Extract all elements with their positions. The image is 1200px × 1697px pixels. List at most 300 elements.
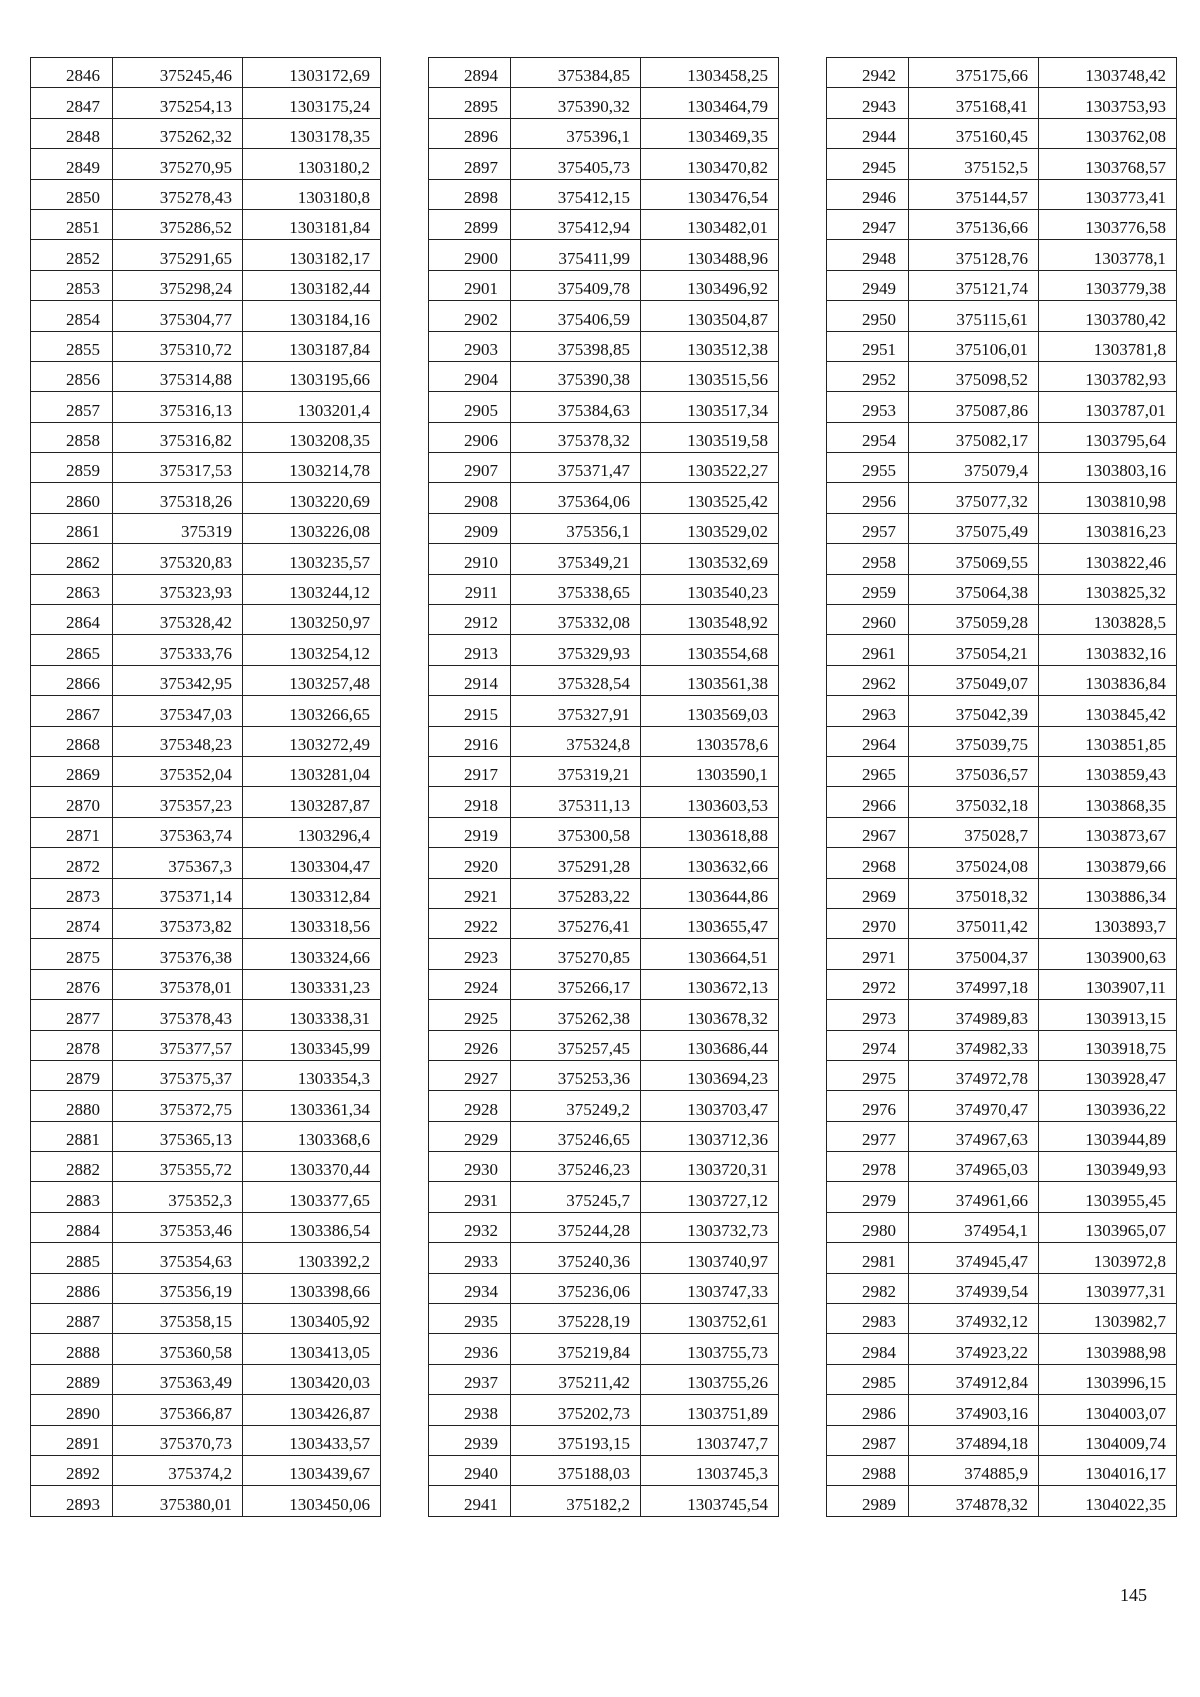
x-coordinate-cell: 375310,72	[113, 331, 243, 361]
x-coordinate-cell: 375069,55	[909, 544, 1039, 574]
x-coordinate-cell: 375390,32	[511, 88, 641, 118]
point-number-cell: 2846	[31, 58, 113, 88]
table-row	[31, 817, 381, 847]
point-number-cell: 2886	[31, 1273, 113, 1303]
table-row	[31, 179, 381, 209]
point-number-cell: 2922	[429, 908, 511, 938]
y-coordinate-cell: 1303312,84	[243, 878, 381, 908]
x-coordinate-cell: 375349,21	[511, 544, 641, 574]
table-row	[31, 453, 381, 483]
point-number-cell: 2932	[429, 1212, 511, 1242]
table-row	[31, 422, 381, 452]
table-row	[429, 605, 779, 635]
x-coordinate-cell: 374923,22	[909, 1334, 1039, 1364]
x-coordinate-cell: 375121,74	[909, 270, 1039, 300]
y-coordinate-cell: 1303776,58	[1039, 209, 1177, 239]
point-number-cell: 2888	[31, 1334, 113, 1364]
y-coordinate-cell: 1303175,24	[243, 88, 381, 118]
y-coordinate-cell: 1303254,12	[243, 635, 381, 665]
x-coordinate-cell: 375188,03	[511, 1455, 641, 1485]
y-coordinate-cell: 1303377,65	[243, 1182, 381, 1212]
x-coordinate-cell: 375398,85	[511, 331, 641, 361]
x-coordinate-cell: 375219,84	[511, 1334, 641, 1364]
table-row	[429, 1121, 779, 1151]
y-coordinate-cell: 1303851,85	[1039, 726, 1177, 756]
coordinates-table-1	[30, 57, 381, 1517]
y-coordinate-cell: 1303181,84	[243, 209, 381, 239]
point-number-cell: 2954	[827, 422, 909, 452]
y-coordinate-cell: 1303740,97	[641, 1243, 779, 1273]
y-coordinate-cell: 1303184,16	[243, 301, 381, 331]
y-coordinate-cell: 1303392,2	[243, 1243, 381, 1273]
x-coordinate-cell: 375304,77	[113, 301, 243, 331]
x-coordinate-cell: 375412,94	[511, 209, 641, 239]
y-coordinate-cell: 1303590,1	[641, 756, 779, 786]
table-row	[429, 301, 779, 331]
y-coordinate-cell: 1303304,47	[243, 848, 381, 878]
point-number-cell: 2909	[429, 513, 511, 543]
x-coordinate-cell: 375246,65	[511, 1121, 641, 1151]
point-number-cell: 2864	[31, 605, 113, 635]
x-coordinate-cell: 375283,22	[511, 878, 641, 908]
table-row	[429, 118, 779, 148]
table-row	[31, 1364, 381, 1394]
y-coordinate-cell: 1303832,16	[1039, 635, 1177, 665]
table-row	[429, 1000, 779, 1030]
table-row	[429, 787, 779, 817]
y-coordinate-cell: 1303345,99	[243, 1030, 381, 1060]
point-number-cell: 2960	[827, 605, 909, 635]
y-coordinate-cell: 1303868,35	[1039, 787, 1177, 817]
x-coordinate-cell: 375286,52	[113, 209, 243, 239]
x-coordinate-cell: 375032,18	[909, 787, 1039, 817]
y-coordinate-cell: 1303732,73	[641, 1212, 779, 1242]
table-row	[827, 58, 1177, 88]
y-coordinate-cell: 1303782,93	[1039, 361, 1177, 391]
y-coordinate-cell: 1304009,74	[1039, 1425, 1177, 1455]
y-coordinate-cell: 1303178,35	[243, 118, 381, 148]
table-row	[31, 1304, 381, 1334]
point-number-cell: 2880	[31, 1091, 113, 1121]
point-number-cell: 2855	[31, 331, 113, 361]
point-number-cell: 2902	[429, 301, 511, 331]
y-coordinate-cell: 1303982,7	[1039, 1304, 1177, 1334]
y-coordinate-cell: 1303836,84	[1039, 665, 1177, 695]
table-row	[31, 1334, 381, 1364]
table-row	[429, 331, 779, 361]
table-row	[31, 1091, 381, 1121]
table-row	[429, 817, 779, 847]
point-number-cell: 2900	[429, 240, 511, 270]
point-number-cell: 2849	[31, 149, 113, 179]
table-row	[31, 969, 381, 999]
point-number-cell: 2895	[429, 88, 511, 118]
x-coordinate-cell: 375298,24	[113, 270, 243, 300]
y-coordinate-cell: 1303413,05	[243, 1334, 381, 1364]
y-coordinate-cell: 1303398,66	[243, 1273, 381, 1303]
point-number-cell: 2964	[827, 726, 909, 756]
y-coordinate-cell: 1303182,44	[243, 270, 381, 300]
y-coordinate-cell: 1303476,54	[641, 179, 779, 209]
point-number-cell: 2910	[429, 544, 511, 574]
table-row	[31, 483, 381, 513]
point-number-cell: 2923	[429, 939, 511, 969]
x-coordinate-cell: 375333,76	[113, 635, 243, 665]
point-number-cell: 2874	[31, 908, 113, 938]
table-row	[31, 939, 381, 969]
point-number-cell: 2854	[31, 301, 113, 331]
table-row	[827, 270, 1177, 300]
point-number-cell: 2944	[827, 118, 909, 148]
point-number-cell: 2915	[429, 696, 511, 726]
table-row	[827, 1425, 1177, 1455]
table-row	[31, 908, 381, 938]
point-number-cell: 2961	[827, 635, 909, 665]
point-number-cell: 2950	[827, 301, 909, 331]
table-row	[827, 1091, 1177, 1121]
table-row	[429, 1395, 779, 1425]
table-row	[429, 1243, 779, 1273]
x-coordinate-cell: 375378,32	[511, 422, 641, 452]
point-number-cell: 2914	[429, 665, 511, 695]
point-number-cell: 2853	[31, 270, 113, 300]
y-coordinate-cell: 1303525,42	[641, 483, 779, 513]
point-number-cell: 2870	[31, 787, 113, 817]
table-row	[429, 179, 779, 209]
table-row	[429, 1182, 779, 1212]
table-row	[31, 392, 381, 422]
point-number-cell: 2876	[31, 969, 113, 999]
y-coordinate-cell: 1303828,5	[1039, 605, 1177, 635]
y-coordinate-cell: 1303949,93	[1039, 1152, 1177, 1182]
x-coordinate-cell: 375270,85	[511, 939, 641, 969]
y-coordinate-cell: 1303287,87	[243, 787, 381, 817]
y-coordinate-cell: 1303873,67	[1039, 817, 1177, 847]
x-coordinate-cell: 375077,32	[909, 483, 1039, 513]
table-row	[429, 756, 779, 786]
point-number-cell: 2911	[429, 574, 511, 604]
y-coordinate-cell: 1303779,38	[1039, 270, 1177, 300]
point-number-cell: 2927	[429, 1060, 511, 1090]
y-coordinate-cell: 1303720,31	[641, 1152, 779, 1182]
y-coordinate-cell: 1303745,3	[641, 1455, 779, 1485]
table-row	[827, 240, 1177, 270]
y-coordinate-cell: 1303569,03	[641, 696, 779, 726]
y-coordinate-cell: 1303879,66	[1039, 848, 1177, 878]
table-row	[429, 1212, 779, 1242]
y-coordinate-cell: 1303803,16	[1039, 453, 1177, 483]
y-coordinate-cell: 1303464,79	[641, 88, 779, 118]
table-row	[31, 513, 381, 543]
x-coordinate-cell: 375152,5	[909, 149, 1039, 179]
point-number-cell: 2887	[31, 1304, 113, 1334]
y-coordinate-cell: 1303768,57	[1039, 149, 1177, 179]
table-row	[429, 149, 779, 179]
x-coordinate-cell: 374878,32	[909, 1486, 1039, 1516]
table-row	[827, 1304, 1177, 1334]
x-coordinate-cell: 374885,9	[909, 1455, 1039, 1485]
point-number-cell: 2953	[827, 392, 909, 422]
point-number-cell: 2966	[827, 787, 909, 817]
point-number-cell: 2879	[31, 1060, 113, 1090]
point-number-cell: 2942	[827, 58, 909, 88]
x-coordinate-cell: 374972,78	[909, 1060, 1039, 1090]
coordinates-table-2	[428, 57, 779, 1517]
y-coordinate-cell: 1303644,86	[641, 878, 779, 908]
y-coordinate-cell: 1303928,47	[1039, 1060, 1177, 1090]
x-coordinate-cell: 374967,63	[909, 1121, 1039, 1151]
y-coordinate-cell: 1303694,23	[641, 1060, 779, 1090]
x-coordinate-cell: 375374,2	[113, 1455, 243, 1485]
point-number-cell: 2917	[429, 756, 511, 786]
point-number-cell: 2957	[827, 513, 909, 543]
table-row	[827, 1121, 1177, 1151]
point-number-cell: 2884	[31, 1212, 113, 1242]
x-coordinate-cell: 375352,3	[113, 1182, 243, 1212]
point-number-cell: 2881	[31, 1121, 113, 1151]
x-coordinate-cell: 375316,82	[113, 422, 243, 452]
table-row	[827, 574, 1177, 604]
y-coordinate-cell: 1303331,23	[243, 969, 381, 999]
table-row	[827, 908, 1177, 938]
x-coordinate-cell: 375262,32	[113, 118, 243, 148]
x-coordinate-cell: 375202,73	[511, 1395, 641, 1425]
point-number-cell: 2866	[31, 665, 113, 695]
y-coordinate-cell: 1303469,35	[641, 118, 779, 148]
x-coordinate-cell: 375049,07	[909, 665, 1039, 695]
point-number-cell: 2892	[31, 1455, 113, 1485]
y-coordinate-cell: 1303214,78	[243, 453, 381, 483]
y-coordinate-cell: 1303354,3	[243, 1060, 381, 1090]
point-number-cell: 2965	[827, 756, 909, 786]
y-coordinate-cell: 1303470,82	[641, 149, 779, 179]
table-row	[827, 848, 1177, 878]
point-number-cell: 2928	[429, 1091, 511, 1121]
table-row	[31, 58, 381, 88]
x-coordinate-cell: 375291,65	[113, 240, 243, 270]
table-row	[827, 1030, 1177, 1060]
point-number-cell: 2947	[827, 209, 909, 239]
point-number-cell: 2921	[429, 878, 511, 908]
x-coordinate-cell: 375276,41	[511, 908, 641, 938]
y-coordinate-cell: 1303257,48	[243, 665, 381, 695]
x-coordinate-cell: 375342,95	[113, 665, 243, 695]
table-row	[429, 240, 779, 270]
x-coordinate-cell: 375059,28	[909, 605, 1039, 635]
x-coordinate-cell: 375353,46	[113, 1212, 243, 1242]
table-row	[31, 1060, 381, 1090]
point-number-cell: 2862	[31, 544, 113, 574]
table-row	[31, 1152, 381, 1182]
table-row	[827, 1364, 1177, 1394]
x-coordinate-cell: 375254,13	[113, 88, 243, 118]
y-coordinate-cell: 1303755,73	[641, 1334, 779, 1364]
y-coordinate-cell: 1304016,17	[1039, 1455, 1177, 1485]
table-row	[429, 483, 779, 513]
x-coordinate-cell: 375278,43	[113, 179, 243, 209]
table-row	[31, 1486, 381, 1516]
point-number-cell: 2896	[429, 118, 511, 148]
x-coordinate-cell: 375115,61	[909, 301, 1039, 331]
x-coordinate-cell: 375319	[113, 513, 243, 543]
table-row	[31, 118, 381, 148]
y-coordinate-cell: 1303296,4	[243, 817, 381, 847]
y-coordinate-cell: 1303482,01	[641, 209, 779, 239]
table-row	[429, 453, 779, 483]
y-coordinate-cell: 1303220,69	[243, 483, 381, 513]
point-number-cell: 2878	[31, 1030, 113, 1060]
x-coordinate-cell: 375182,2	[511, 1486, 641, 1516]
x-coordinate-cell: 375257,45	[511, 1030, 641, 1060]
table-row	[429, 969, 779, 999]
point-number-cell: 2943	[827, 88, 909, 118]
point-number-cell: 2949	[827, 270, 909, 300]
x-coordinate-cell: 375348,23	[113, 726, 243, 756]
table-row	[31, 1182, 381, 1212]
point-number-cell: 2850	[31, 179, 113, 209]
y-coordinate-cell: 1303180,8	[243, 179, 381, 209]
point-number-cell: 2920	[429, 848, 511, 878]
x-coordinate-cell: 375328,42	[113, 605, 243, 635]
x-coordinate-cell: 375366,87	[113, 1395, 243, 1425]
table-row	[31, 88, 381, 118]
x-coordinate-cell: 375375,37	[113, 1060, 243, 1090]
y-coordinate-cell: 1303370,44	[243, 1152, 381, 1182]
point-number-cell: 2945	[827, 149, 909, 179]
y-coordinate-cell: 1304022,35	[1039, 1486, 1177, 1516]
table-row	[429, 1091, 779, 1121]
table-row	[827, 787, 1177, 817]
point-number-cell: 2970	[827, 908, 909, 938]
x-coordinate-cell: 375236,06	[511, 1273, 641, 1303]
x-coordinate-cell: 375357,23	[113, 787, 243, 817]
point-number-cell: 2865	[31, 635, 113, 665]
x-coordinate-cell: 375136,66	[909, 209, 1039, 239]
y-coordinate-cell: 1303182,17	[243, 240, 381, 270]
y-coordinate-cell: 1303755,26	[641, 1364, 779, 1394]
point-number-cell: 2860	[31, 483, 113, 513]
point-number-cell: 2940	[429, 1455, 511, 1485]
x-coordinate-cell: 375193,15	[511, 1425, 641, 1455]
table-row	[827, 88, 1177, 118]
point-number-cell: 2913	[429, 635, 511, 665]
table-row	[827, 696, 1177, 726]
table-row	[429, 1152, 779, 1182]
x-coordinate-cell: 375373,82	[113, 908, 243, 938]
point-number-cell: 2976	[827, 1091, 909, 1121]
y-coordinate-cell: 1303778,1	[1039, 240, 1177, 270]
table-row	[827, 756, 1177, 786]
table-row	[31, 331, 381, 361]
x-coordinate-cell: 375352,04	[113, 756, 243, 786]
x-coordinate-cell: 375367,3	[113, 848, 243, 878]
x-coordinate-cell: 375324,8	[511, 726, 641, 756]
coordinates-table-3	[826, 57, 1177, 1517]
x-coordinate-cell: 375384,63	[511, 392, 641, 422]
y-coordinate-cell: 1303517,34	[641, 392, 779, 422]
table-row	[31, 1212, 381, 1242]
y-coordinate-cell: 1303244,12	[243, 574, 381, 604]
x-coordinate-cell: 375036,57	[909, 756, 1039, 786]
x-coordinate-cell: 375054,21	[909, 635, 1039, 665]
x-coordinate-cell: 375144,57	[909, 179, 1039, 209]
y-coordinate-cell: 1303519,58	[641, 422, 779, 452]
x-coordinate-cell: 375098,52	[909, 361, 1039, 391]
point-number-cell: 2973	[827, 1000, 909, 1030]
y-coordinate-cell: 1303893,7	[1039, 908, 1177, 938]
x-coordinate-cell: 375240,36	[511, 1243, 641, 1273]
point-number-cell: 2984	[827, 1334, 909, 1364]
point-number-cell: 2975	[827, 1060, 909, 1090]
x-coordinate-cell: 375168,41	[909, 88, 1039, 118]
point-number-cell: 2974	[827, 1030, 909, 1060]
y-coordinate-cell: 1303512,38	[641, 331, 779, 361]
x-coordinate-cell: 375018,32	[909, 878, 1039, 908]
y-coordinate-cell: 1303703,47	[641, 1091, 779, 1121]
x-coordinate-cell: 375327,91	[511, 696, 641, 726]
table-row	[827, 118, 1177, 148]
point-number-cell: 2867	[31, 696, 113, 726]
point-number-cell: 2979	[827, 1182, 909, 1212]
y-coordinate-cell: 1303187,84	[243, 331, 381, 361]
y-coordinate-cell: 1303745,54	[641, 1486, 779, 1516]
point-number-cell: 2901	[429, 270, 511, 300]
table-row	[827, 422, 1177, 452]
point-number-cell: 2934	[429, 1273, 511, 1303]
y-coordinate-cell: 1303318,56	[243, 908, 381, 938]
table-row	[429, 88, 779, 118]
table-row	[429, 1425, 779, 1455]
y-coordinate-cell: 1303632,66	[641, 848, 779, 878]
y-coordinate-cell: 1303439,67	[243, 1455, 381, 1485]
point-number-cell: 2980	[827, 1212, 909, 1242]
point-number-cell: 2883	[31, 1182, 113, 1212]
y-coordinate-cell: 1303936,22	[1039, 1091, 1177, 1121]
point-number-cell: 2908	[429, 483, 511, 513]
point-number-cell: 2952	[827, 361, 909, 391]
point-number-cell: 2951	[827, 331, 909, 361]
point-number-cell: 2906	[429, 422, 511, 452]
point-number-cell: 2904	[429, 361, 511, 391]
x-coordinate-cell: 374912,84	[909, 1364, 1039, 1394]
x-coordinate-cell: 375323,93	[113, 574, 243, 604]
point-number-cell: 2935	[429, 1304, 511, 1334]
y-coordinate-cell: 1303540,23	[641, 574, 779, 604]
table-row	[31, 209, 381, 239]
table-row	[429, 848, 779, 878]
table-row	[429, 1030, 779, 1060]
x-coordinate-cell: 375245,7	[511, 1182, 641, 1212]
point-number-cell: 2847	[31, 88, 113, 118]
point-number-cell: 2907	[429, 453, 511, 483]
table-row	[827, 179, 1177, 209]
point-number-cell: 2968	[827, 848, 909, 878]
y-coordinate-cell: 1303753,93	[1039, 88, 1177, 118]
table-row	[429, 1455, 779, 1485]
table-row	[31, 848, 381, 878]
x-coordinate-cell: 375064,38	[909, 574, 1039, 604]
y-coordinate-cell: 1303773,41	[1039, 179, 1177, 209]
point-number-cell: 2873	[31, 878, 113, 908]
point-number-cell: 2930	[429, 1152, 511, 1182]
point-number-cell: 2912	[429, 605, 511, 635]
point-number-cell: 2988	[827, 1455, 909, 1485]
table-row	[429, 1486, 779, 1516]
x-coordinate-cell: 375311,13	[511, 787, 641, 817]
point-number-cell: 2981	[827, 1243, 909, 1273]
table-row	[31, 756, 381, 786]
y-coordinate-cell: 1303496,92	[641, 270, 779, 300]
